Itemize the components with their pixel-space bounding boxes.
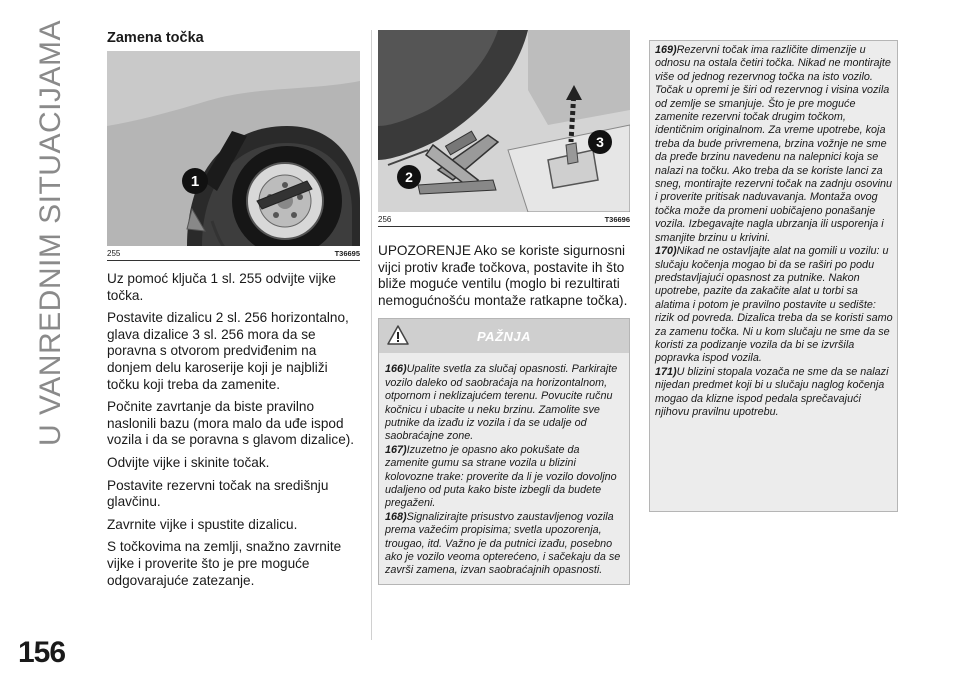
warning-triangle-icon	[387, 325, 409, 345]
step-paragraph: S točkovima na zemlji, snažno zavrnite vijke i proverite što je pre moguće odgovarajuće zatezanje.	[107, 539, 342, 588]
note-number: 169)	[655, 44, 677, 56]
wheel-bolt-illustration	[107, 51, 360, 246]
warning-note	[655, 44, 893, 245]
note-text: Upalite svetla za slučaj opasnosti. Parkirajte vozilo daleko od saobraćaja na horizontalnom, otpornom i neklizajućem terenu. Povucite ručnu kočnicu i ubacite u neku brzinu. Zamolite sve putnike da izađu iz vozila i da se udalje od saobraćajne zone.	[385, 363, 618, 443]
warning-note	[655, 245, 893, 366]
warning-header	[379, 319, 629, 353]
step-paragraph: Zavrnite vijke i spustite dizalicu.	[107, 516, 298, 532]
column-left	[107, 30, 360, 589]
callout-2: 2	[405, 169, 413, 185]
note-text: Signalizirajte prisustvo zaustavljenog vozila prema važećim propisima; svetla upozorenja, trougao, itd. Važno je da putnici izađu, posebno ako je vozilo veoma opterećeno, i sačekaju da se završi zamena, izvan saobraćajnih opasnosti.	[385, 510, 621, 577]
section-heading: Zamena točka	[107, 30, 204, 46]
warning-note	[385, 363, 621, 443]
column-divider	[371, 30, 372, 640]
chapter-side-title-text: U VANREDNIM SITUACIJAMA	[34, 20, 67, 446]
note-text: Rezervni točak ima različite dimenzije u odnosu na ostala četiri točka. Nikad ne montirajte više od jednog rezervnog točka na isto vozilo. Točak u opremi je širi od rezervnog i visina vozila od zemlje se smanjuje. Što je pre moguće zamenite rezervni točak drugim točkom, identičnim originalnom. Za vreme upotrebe, koja treba da bude privremena, brzina vožnje ne sme da pređe brzinu navedenu na nalepnici koja se nalazi na točku. Ako treba da se koriste lanci za sneg, montirajte rezervni točak na zadnju osovinu i proverite pritisak naduvavanja. Montaža ovog točka može da promeni uobičajeno ponašanje vozila. Izbegavajte nagla ubrzanja ili usporenja i smanjite brzinu u krivini.	[655, 44, 893, 244]
chapter-side-title	[28, 20, 88, 580]
warning-body	[379, 353, 629, 584]
warning-note	[385, 444, 621, 511]
step-paragraph: Počnite zavrtanje da biste pravilno naslonili bazu (mora malo da uđe ispod vozila i da se poravna s glavom dizalice).	[107, 399, 355, 448]
step-paragraph: Postavite dizalicu 2 sl. 256 horizontalno, glava dizalice 3 sl. 256 mora da se poravna s otvorom predviđenim na donjem delu karoserije koji je najbliži točku koji treba da zamenite.	[107, 310, 349, 392]
jack-illustration	[378, 30, 630, 212]
step-paragraph: Postavite rezervni točak na središnju glavčinu.	[107, 477, 329, 510]
figure-256	[378, 30, 630, 227]
callout-1: 1	[190, 173, 200, 190]
note-text: Izuzetno je opasno ako pokušate da zamenite gumu sa strane vozila u blizini kolovozne trake: proverite da li je vozilo dovoljno udaljeno od puta kako biste izbegli da budete pregaženi.	[385, 443, 617, 510]
note-number: 166)	[385, 363, 407, 376]
callout-3: 3	[596, 134, 604, 150]
note-text: Nikad ne ostavljajte alat na gomili u vozilu: u slučaju kočenja mogao bi da se raširi po podu predstavljajući opasnost za putnike. Nakon upotrebe, pazite da zakačite alat u torbi sa alatima i potom je pravilno postavite u sedište: rizik od povreda. Dizalica treba da se koristi samo za zamenu točka. Ni u kom slučaju ne sme da se koristi za podizanje vozila da bi se izvršila popravka ispod vozila.	[655, 245, 893, 365]
note-number: 168)	[385, 510, 407, 523]
note-number: 167)	[385, 443, 407, 456]
figure-code: T36695	[334, 249, 360, 258]
figure-code: T36696	[604, 215, 630, 224]
caution-paragraph: UPOZORENJE Ako se koriste sigurnosni vijci protiv krađe točkova, postavite ih što bliže moguće ventilu (moglo bi rezultirati nemogućnošću montaže ratkapne točka).	[378, 243, 628, 308]
page-number: 156	[18, 636, 66, 669]
column-middle	[378, 30, 630, 585]
note-number: 170)	[655, 245, 677, 258]
warning-box	[378, 318, 630, 585]
warning-note	[385, 511, 621, 578]
step-paragraph: Odvijte vijke i skinite točak.	[107, 454, 270, 470]
figure-caption	[107, 246, 360, 260]
step-paragraph: Uz pomoć ključa 1 sl. 255 odvijte vijke točka.	[107, 271, 336, 303]
warning-note	[655, 366, 893, 420]
note-number: 171)	[655, 365, 677, 378]
figure-caption	[378, 212, 630, 226]
warning-continued-box	[649, 40, 898, 512]
figure-255	[107, 51, 360, 261]
figure-number: 255	[107, 249, 121, 258]
note-text: U blizini stopala vozača ne sme da se nalazi nijedan predmet koji bi u slučaju naglog kočenja mogao da klizne ispod pedala sprečavajući njihovu pravilnu upotrebu.	[655, 365, 889, 418]
warning-title: PAŽNJA	[476, 328, 532, 344]
figure-number: 256	[378, 215, 392, 224]
